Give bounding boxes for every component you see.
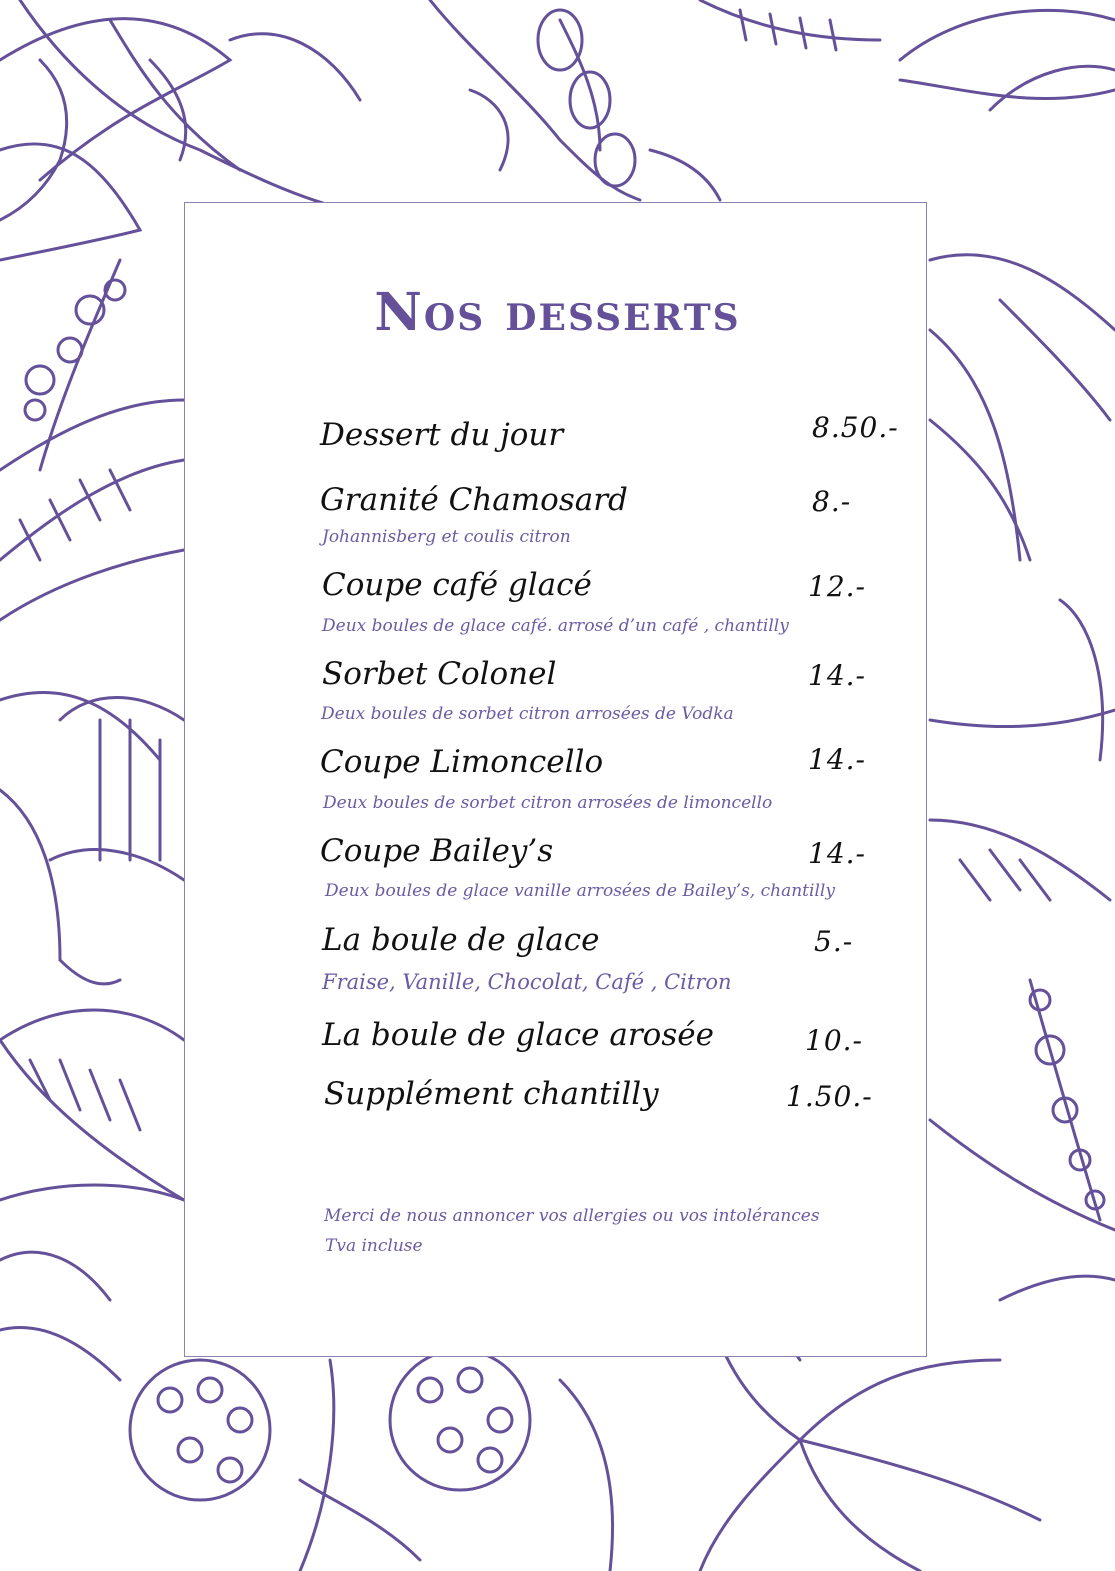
menu-item-name: Supplément chantilly xyxy=(324,1076,659,1112)
bottom-left-leaf-illustration xyxy=(0,1010,184,1380)
menu-item-price: 10.- xyxy=(805,1024,863,1057)
right-berry-sprig-illustration xyxy=(1030,980,1104,1220)
bottom-hydrangea-illustration xyxy=(130,1350,530,1571)
menu-item-name: Coupe Bailey’s xyxy=(320,833,554,869)
vat-note: Tva incluse xyxy=(325,1236,423,1256)
menu-item-name: Dessert du jour xyxy=(320,417,564,453)
menu-item-description: Deux boules de glace vanille arrosées de Bailey’s, chantilly xyxy=(325,881,835,901)
allergy-note: Merci de nous annoncer vos allergies ou vos intolérances xyxy=(324,1206,820,1226)
menu-item-name: Sorbet Colonel xyxy=(322,656,557,692)
menu-item-price: 14.- xyxy=(808,743,866,776)
menu-item-name: Coupe Limoncello xyxy=(320,744,604,780)
menu-item-name: La boule de glace xyxy=(322,922,600,958)
menu-item-price: 1.50.- xyxy=(786,1080,873,1113)
menu-item-description: Deux boules de glace café. arrosé d’un café , chantilly xyxy=(322,616,789,636)
menu-item-price: 5.- xyxy=(814,925,854,958)
left-lily-illustration xyxy=(0,693,184,984)
menu-title: Nos desserts xyxy=(374,282,741,343)
menu-item-price: 8.- xyxy=(812,485,852,518)
menu-item-description: Deux boules de sorbet citron arrosées de limoncello xyxy=(323,793,773,813)
menu-item-price: 14.- xyxy=(808,659,866,692)
right-leaf-illustration xyxy=(930,255,1115,900)
menu-item-price: 8.50.- xyxy=(812,411,899,444)
menu-item-name: Granité Chamosard xyxy=(320,482,628,518)
top-bellflower-illustration xyxy=(430,0,720,200)
menu-item-price: 12.- xyxy=(808,570,866,603)
top-right-leaf-illustration xyxy=(700,0,1115,110)
left-leaf-illustration xyxy=(0,400,184,620)
menu-item-name: Coupe café glacé xyxy=(322,567,592,603)
menu-item-description: Johannisberg et coulis citron xyxy=(322,527,571,547)
menu-item-price: 14.- xyxy=(808,837,866,870)
menu-item-description: Deux boules de sorbet citron arrosées de Vodka xyxy=(321,704,734,724)
menu-item-description: Fraise, Vanille, Chocolat, Café , Citron xyxy=(322,970,732,994)
menu-item-name: La boule de glace arosée xyxy=(322,1017,714,1053)
